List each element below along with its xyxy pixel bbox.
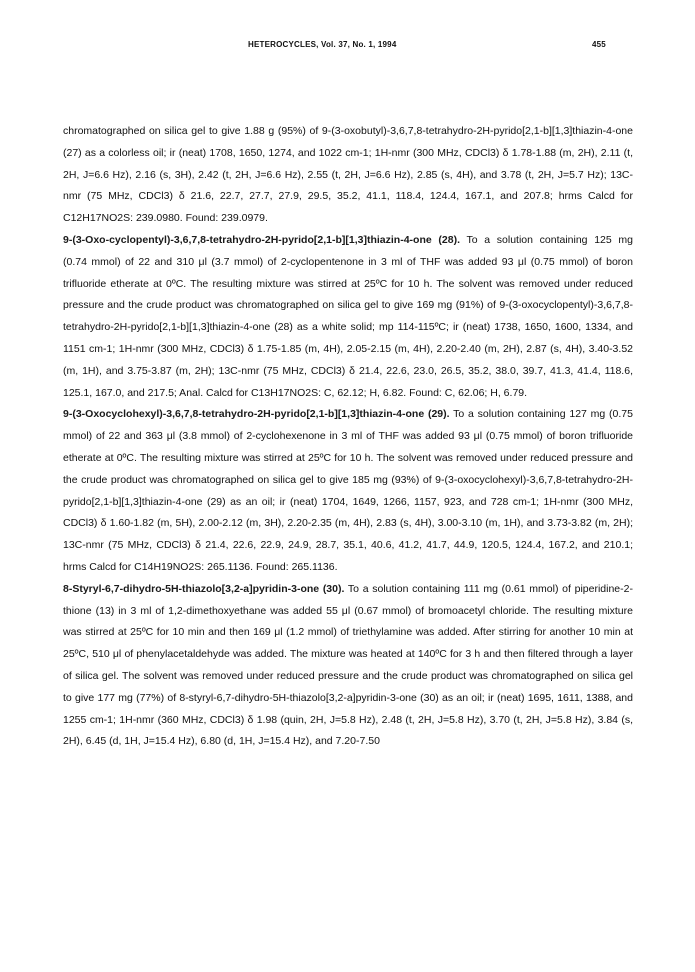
paragraph-compound-27 [63,121,633,230]
running-header [0,38,695,54]
body-text [63,121,633,753]
journal-citation: HETEROCYCLES, Vol. 37, No. 1, 1994 [248,40,397,49]
paragraph-compound-29 [63,404,633,578]
paragraph-text: chromatographed on silica gel to give 1.88 g (95%) of 9-(3-oxobutyl)-3,6,7,8-tetrahydro-2H-pyrido[2,1-b][1,3]thiazin-4-one (27) as a colorless oil; ir (neat) 1708, 1650, 1274, and 1022 cm-1; 1H-nmr (300 MHz, CDCl3) δ 1.78-1.88 (m, 2H), 2.11 (t, 2H, J=6.6 Hz), 2.16 (s, 3H), 2.42 (t, 2H, J=6.6 Hz), 2.55 (t, 2H, J=6.6 Hz), 2.85 (s, 4H), and 3.78 (t, 2H, J=5.7 Hz); 13C-nmr (75 MHz, CDCl3) δ 21.6, 22.7, 27.7, 27.9, 29.5, 35.2, 41.1, 118.4, 124.4, 167.1, and 207.8; hrms Calcd for C12H17NO2S: 239.0980. Found: 239.0979. [63,125,633,225]
paragraph-text: To a solution containing 125 mg (0.74 mmol) of 22 and 310 μl (3.7 mmol) of 2-cyclopentenone in 3 ml of THF was added 93 μl (0.75 mmol) of boron trifluoride etherate at 0ºC. The resulting mixture was stirred at 25ºC for 10 h. The solvent was removed under reduced pressure and the crude product was chromatographed on silica gel to give 169 mg (91%) of 9-(3-oxocyclopentyl)-3,6,7,8-tetrahydro-2H-pyrido[2,1-b][1,3]thiazin-4-one (28) as a white solid; mp 114-115ºC; ir (neat) 1738, 1650, 1600, 1334, and 1151 cm-1; 1H-nmr (300 MHz, CDCl3) δ 1.75-1.85 (m, 4H), 2.05-2.15 (m, 4H), 2.20-2.40 (m, 2H), 2.87 (s, 4H), 3.40-3.52 (m, 1H), and 3.75-3.87 (m, 2H); 13C-nmr (75 MHz, CDCl3) δ 21.4, 22.6, 23.0, 26.5, 35.2, 38.0, 39.7, 41.3, 41.4, 118.6, 125.1, 167.0, and 217.5; Anal. Calcd for C13H17NO2S: C, 62.12; H, 6.82. Found: C, 62.06; H, 6.79. [63,233,633,399]
paragraph-text: To a solution containing 111 mg (0.61 mmol) of piperidine-2-thione (13) in 3 ml of 1,2-dimethoxyethane was added 55 μl (0.67 mmol) of bromoacetyl chloride. The resulting mixture was stirred at 25ºC for 10 min and then 169 μl (1.2 mmol) of triethylamine was added. After stirring for another 10 min at 25ºC, 510 μl of phenylacetaldehyde was added. The mixture was heated at 140ºC for 3 h and then filtered through a layer of silica gel. The solvent was removed under reduced pressure and the crude product was chromatographed on silica gel to give 177 mg (77%) of 8-styryl-6,7-dihydro-5H-thiazolo[3,2-a]pyridin-3-one (30) as an oil; ir (neat) 1695, 1611, 1388, and 1255 cm-1; 1H-nmr (360 MHz, CDCl3) δ 1.98 (quin, 2H, J=5.8 Hz), 2.48 (t, 2H, J=5.8 Hz), 3.70 (t, 2H, J=5.8 Hz), 3.84 (s, 2H), 6.45 (d, 1H, J=15.4 Hz), 6.80 (d, 1H, J=15.4 Hz), and 7.20-7.50 [63,582,633,748]
compound-heading: 9-(3-Oxocyclohexyl)-3,6,7,8-tetrahydro-2H-pyrido[2,1-b][1,3]thiazin-4-one (29). [63,408,450,421]
paragraph-text: To a solution containing 127 mg (0.75 mmol) of 22 and 363 μl (3.8 mmol) of 2-cyclohexenone in 3 ml of THF was added 93 μl (0.75 mmol) of boron trifluoride etherate at 0ºC. The resulting mixture was stirred at 25ºC for 10 h. The solvent was removed under reduced pressure and the crude product was chromatographed on silica gel to give 185 mg (93%) of 9-(3-oxocyclohexyl)-3,6,7,8-tetrahydro-2H-pyrido[2,1-b][1,3]thiazin-4-one (29) as an oil; ir (neat) 1704, 1649, 1266, 1157, 923, and 728 cm-1; 1H-nmr (300 MHz, CDCl3) δ 1.60-1.82 (m, 5H), 2.00-2.12 (m, 3H), 2.20-2.35 (m, 4H), 2.83 (s, 4H), 3.00-3.10 (m, 1H), and 3.73-3.82 (m, 2H); 13C-nmr (75 MHz, CDCl3) δ 21.4, 22.6, 22.9, 24.9, 28.7, 35.1, 40.6, 41.2, 41.7, 44.9, 120.5, 124.4, 167.2, and 210.1; hrms Calcd for C14H19NO2S: 265.1136. Found: 265.1136. [63,408,633,573]
page-number: 455 [592,40,606,49]
compound-heading: 8-Styryl-6,7-dihydro-5H-thiazolo[3,2-a]pyridin-3-one (30). [63,582,345,595]
paragraph-compound-30 [63,579,633,753]
compound-heading: 9-(3-Oxo-cyclopentyl)-3,6,7,8-tetrahydro-2H-pyrido[2,1-b][1,3]thiazin-4-one (28). [63,233,460,246]
paragraph-compound-28 [63,230,633,404]
